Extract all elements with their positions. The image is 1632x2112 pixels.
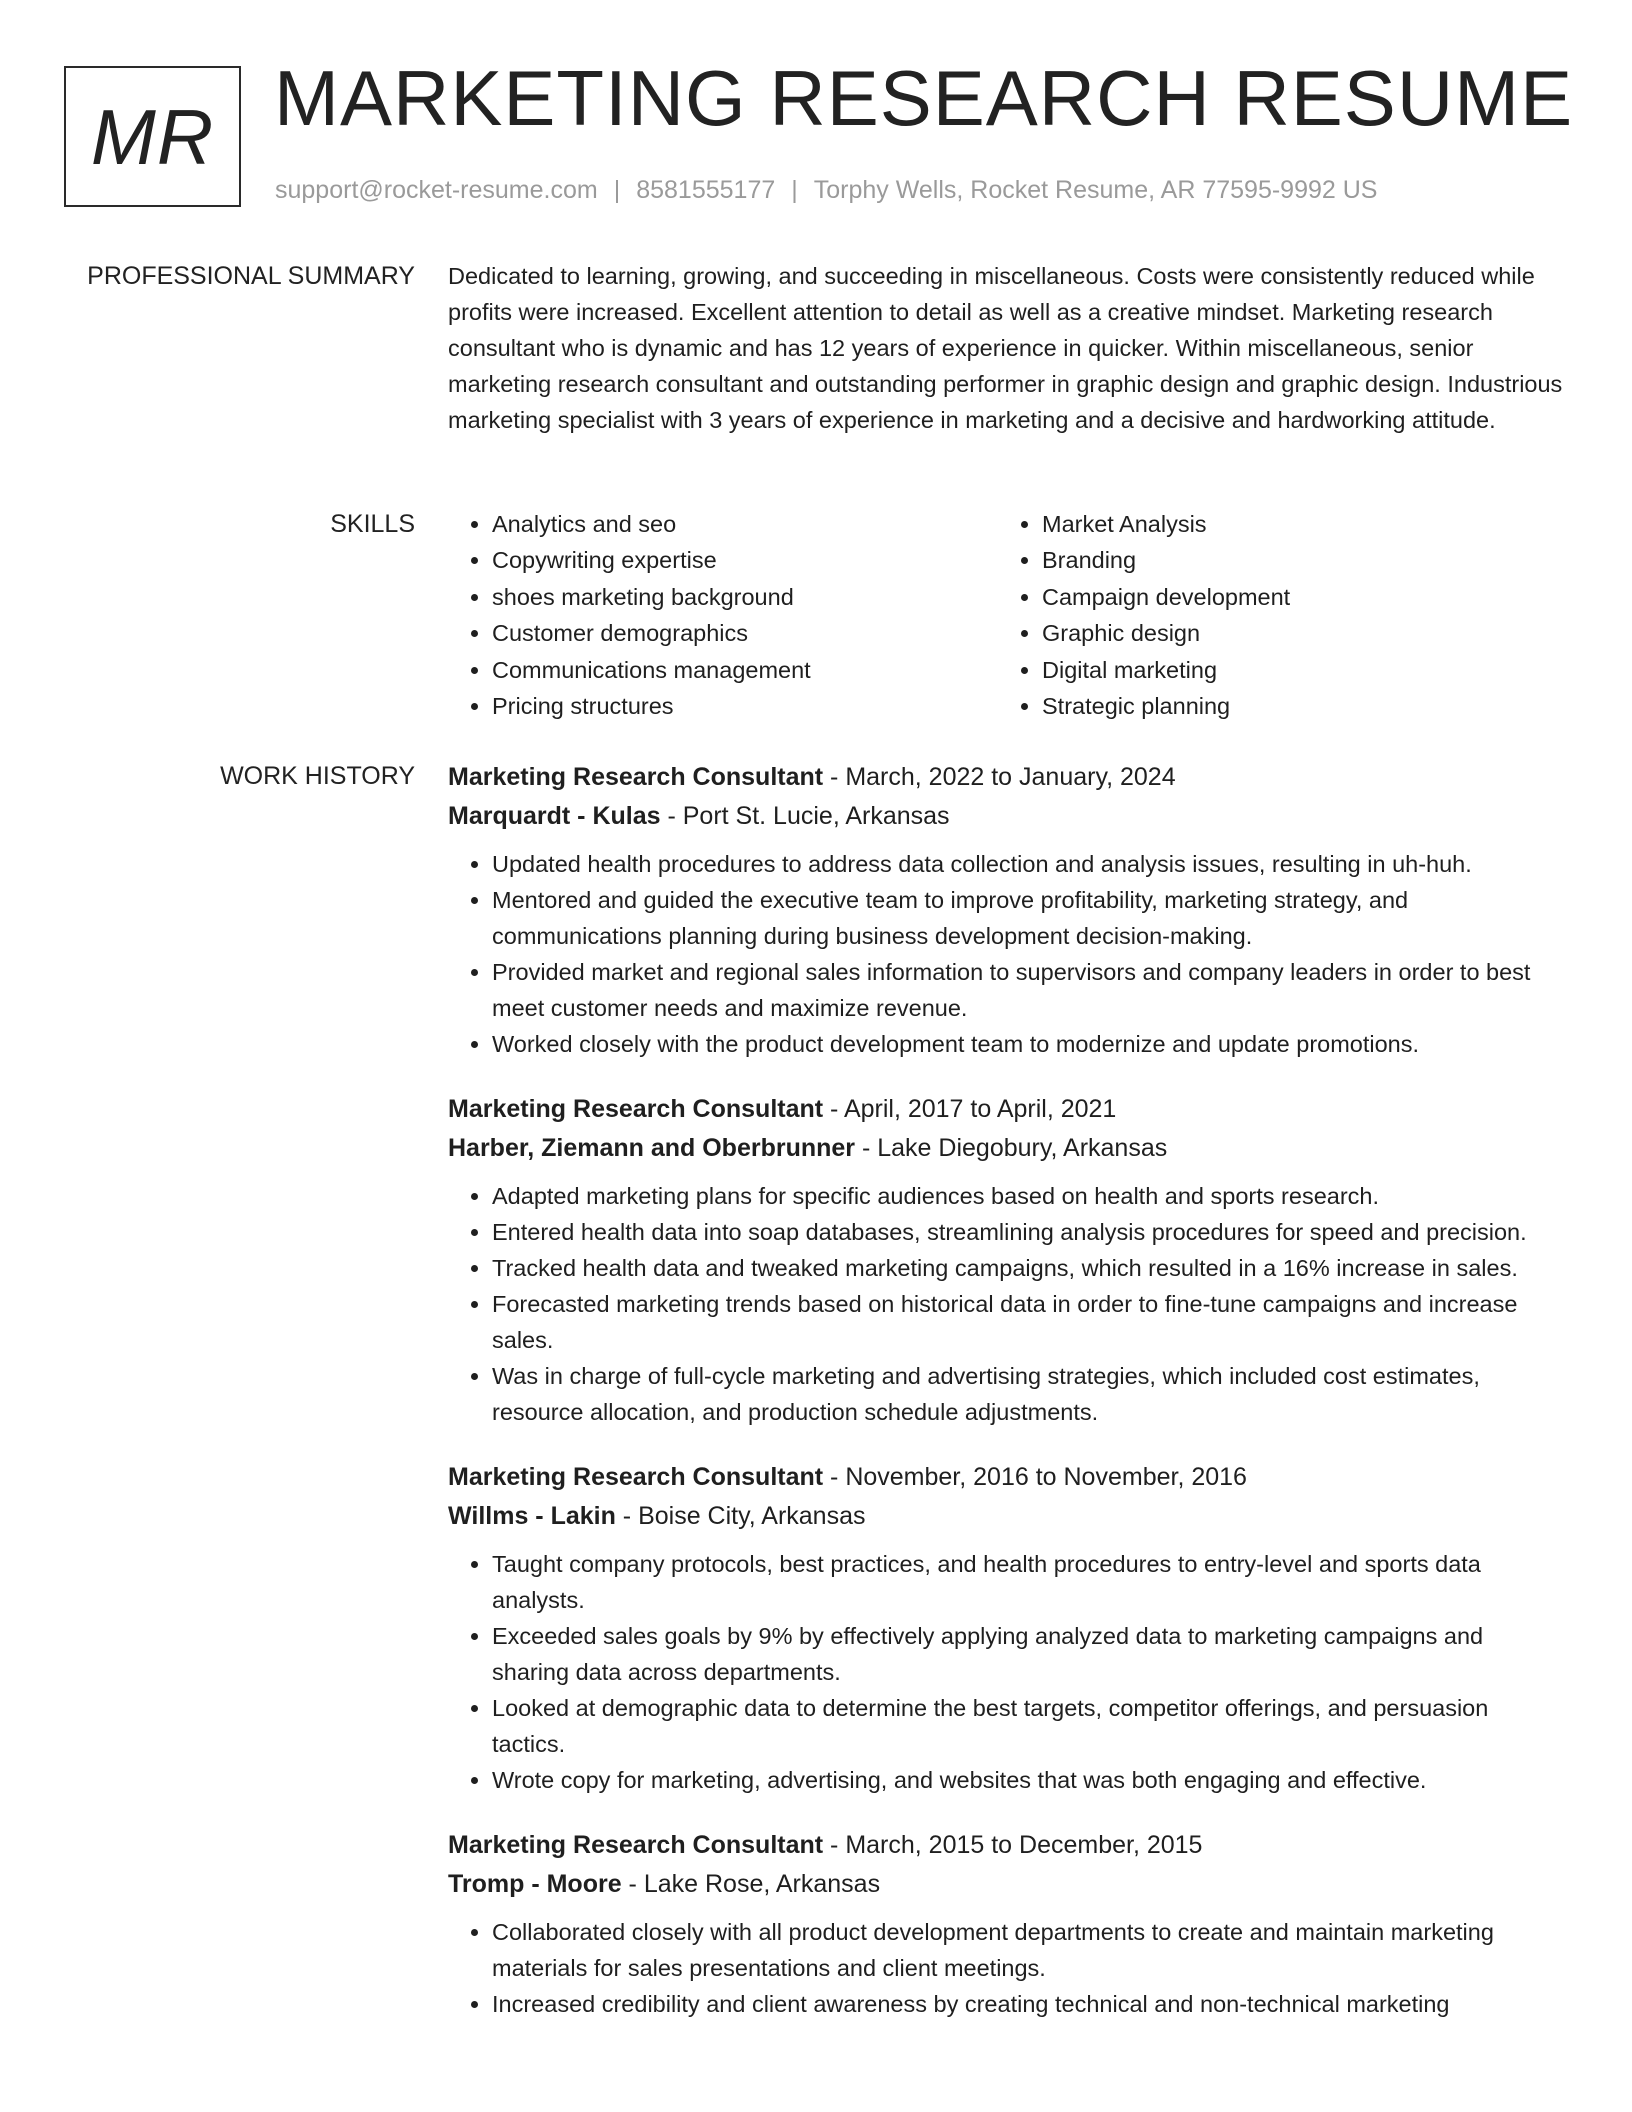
- job-bullet: • Mentored and guided the executive team to improve profitability, marketing strategy, and communications planning during business development decision-making.: [492, 882, 1563, 954]
- skills-list-left: [448, 506, 998, 724]
- job-dash: -: [615, 1502, 639, 1530]
- contact-email: support@rocket-resume.com: [275, 176, 598, 204]
- job-company-line: [448, 1129, 1563, 1167]
- job-bullet: • Provided market and regional sales information to supervisors and company leaders in order to best meet customer needs and maximize revenue.: [492, 954, 1563, 1026]
- skills-list-right: [998, 506, 1548, 724]
- job-bullet: • Looked at demographic data to determine the best targets, competitor offerings, and persuasion tactics.: [492, 1690, 1563, 1762]
- summary-heading: PROFESSIONAL SUMMARY: [87, 262, 415, 290]
- job-company: Harber, Ziemann and Oberbrunner: [448, 1134, 856, 1162]
- work-history-body: [448, 758, 1563, 2050]
- job-company: Marquardt - Kulas: [448, 802, 661, 830]
- job-bullets: [448, 1546, 1563, 1798]
- skill-item: • Digital marketing: [1042, 652, 1548, 688]
- job-location: Port St. Lucie, Arkansas: [682, 802, 950, 830]
- skill-item: • shoes marketing background: [492, 579, 998, 615]
- skill-item: • Campaign development: [1042, 579, 1548, 615]
- job-dash: -: [855, 1134, 878, 1162]
- job-dash: -: [823, 1463, 846, 1491]
- job-dash: -: [823, 1831, 846, 1859]
- job-location: Lake Diegobury, Arkansas: [877, 1134, 1168, 1162]
- job-entry: [448, 1458, 1563, 1798]
- skill-item: • Market Analysis: [1042, 506, 1548, 542]
- summary-body: [448, 258, 1563, 438]
- monogram-initials: MR: [90, 92, 215, 181]
- job-bullet: • Adapted marketing plans for specific audiences based on health and sports research.: [492, 1178, 1563, 1214]
- job-bullet: • Taught company protocols, best practices, and health procedures to entry-level and sports data analysts.: [492, 1546, 1563, 1618]
- job-bullet: • Collaborated closely with all product development departments to create and maintain marketing materials for sales presentations and client meetings.: [492, 1914, 1563, 1986]
- job-bullet: • Updated health procedures to address data collection and analysis issues, resulting in uh-huh.: [492, 846, 1563, 882]
- summary-text: Dedicated to learning, growing, and succeeding in miscellaneous. Costs were consistently reduced while profits were increased. Excellent attention to detail as well as a creative mindset. Marketing research consultant who is dynamic and has 12 years of experience in quicker. Within miscellaneous, senior marketing research consultant and outstanding performer in graphic design and graphic design. Industrious marketing specialist with 3 years of experience in marketing and a decisive and hardworking attitude.: [448, 263, 1563, 433]
- job-bullets: [448, 1914, 1563, 2022]
- job-bullet: • Entered health data into soap databases, streamlining analysis procedures for speed and precision.: [492, 1214, 1563, 1250]
- job-dates: November, 2016 to November, 2016: [845, 1463, 1247, 1491]
- contact-separator: |: [791, 176, 798, 204]
- job-dash: -: [823, 763, 846, 791]
- job-bullet: • Increased credibility and client awareness by creating technical and non-technical marketing: [492, 1986, 1563, 2022]
- job-entry: [448, 1826, 1563, 2022]
- job-dates: March, 2015 to December, 2015: [845, 1831, 1203, 1859]
- job-title-line: [448, 758, 1563, 796]
- job-title-line: [448, 1826, 1563, 1864]
- job-bullet: • Was in charge of full-cycle marketing and advertising strategies, which included cost estimates, resource allocation, and production schedule adjustments.: [492, 1358, 1563, 1430]
- job-title: Marketing Research Consultant: [448, 763, 824, 791]
- job-title-line: [448, 1458, 1563, 1496]
- job-dash: -: [660, 802, 683, 830]
- job-bullet: • Forecasted marketing trends based on historical data in order to fine-tune campaigns and increase sales.: [492, 1286, 1563, 1358]
- job-bullet: • Wrote copy for marketing, advertising, and websites that was both engaging and effective.: [492, 1762, 1563, 1798]
- job-bullet: • Worked closely with the product development team to modernize and update promotions.: [492, 1026, 1563, 1062]
- job-dates: March, 2022 to January, 2024: [845, 763, 1176, 791]
- job-company-line: [448, 1865, 1563, 1903]
- job-location: Lake Rose, Arkansas: [643, 1870, 881, 1898]
- job-entry: [448, 1090, 1563, 1430]
- job-dash: -: [823, 1095, 844, 1123]
- job-title: Marketing Research Consultant: [448, 1095, 824, 1123]
- skill-item: • Branding: [1042, 542, 1548, 578]
- page-title: MARKETING RESEARCH RESUME: [274, 54, 1574, 142]
- job-bullets: [448, 846, 1563, 1062]
- monogram-box: [64, 66, 241, 207]
- job-title: Marketing Research Consultant: [448, 1463, 824, 1491]
- job-location: Boise City, Arkansas: [638, 1502, 866, 1530]
- skill-item: • Analytics and seo: [492, 506, 998, 542]
- work-history-heading: WORK HISTORY: [220, 762, 415, 790]
- job-company: Tromp - Moore: [448, 1870, 622, 1898]
- job-bullet: • Tracked health data and tweaked marketing campaigns, which resulted in a 16% increase in sales.: [492, 1250, 1563, 1286]
- job-entry: [448, 758, 1563, 1062]
- contact-address: Torphy Wells, Rocket Resume, AR 77595-9992 US: [813, 176, 1378, 204]
- job-dash: -: [621, 1870, 644, 1898]
- skills-heading: SKILLS: [330, 510, 415, 538]
- skill-item: • Graphic design: [1042, 615, 1548, 651]
- skill-item: • Customer demographics: [492, 615, 998, 651]
- job-company-line: [448, 1497, 1563, 1535]
- skill-item: • Pricing structures: [492, 688, 998, 724]
- skills-body: [448, 506, 1563, 724]
- job-company: Willms - Lakin: [448, 1502, 616, 1530]
- job-company-line: [448, 797, 1563, 835]
- skill-item: • Communications management: [492, 652, 998, 688]
- contact-separator: |: [613, 176, 621, 204]
- job-bullet: • Exceeded sales goals by 9% by effectively applying analyzed data to marketing campaigns and sharing data across departments.: [492, 1618, 1563, 1690]
- skill-item: • Strategic planning: [1042, 688, 1548, 724]
- job-title-line: [448, 1090, 1563, 1128]
- contact-phone: 8581555177: [636, 176, 776, 204]
- contact-line: [275, 175, 1377, 205]
- job-title: Marketing Research Consultant: [448, 1831, 824, 1859]
- job-dates: April, 2017 to April, 2021: [843, 1095, 1117, 1123]
- job-bullets: [448, 1178, 1563, 1430]
- skill-item: • Copywriting expertise: [492, 542, 998, 578]
